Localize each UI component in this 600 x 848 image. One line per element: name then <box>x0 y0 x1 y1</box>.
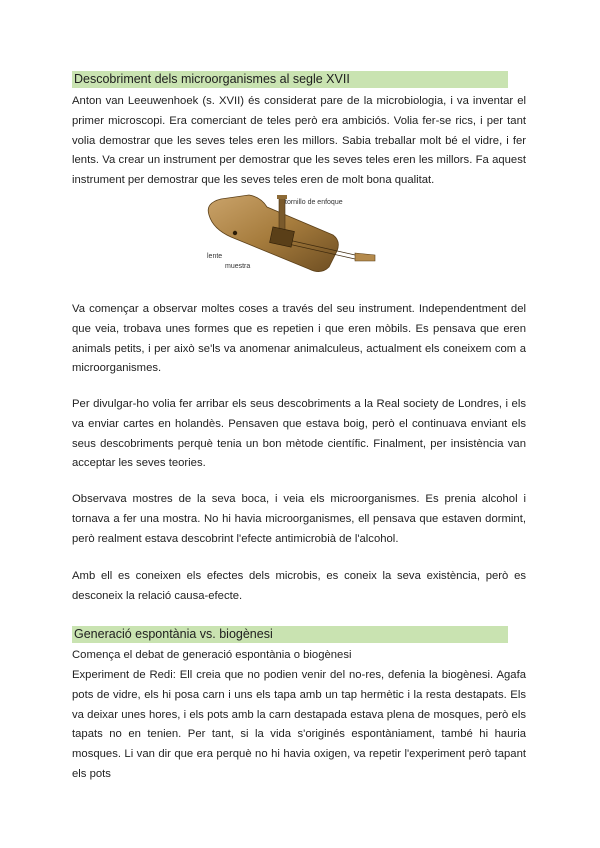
paragraph-debate-intro: Comença el debat de generació espontània o biogènesi <box>72 649 352 661</box>
paragraph-royal-society: Per divulgar-ho volia fer arribar els seus descobriments a la Real society de Londres, i els va enviar cartes en holandès. Pensaven que estava boig, però el continuava enviant els seus descobriments perquè tenia un bon mètode científic. Finalment, per insistència van acceptar les seves teories. <box>72 398 526 470</box>
section-heading-discovery: Descobriment dels microorganismes al segle XVII <box>72 71 508 88</box>
paragraph-leeuwenhoek: Anton van Leeuwenhoek (s. XVII) és considerat pare de la microbiologia, i va inventar el primer microscopi. Era comerciant de teles però era ambiciós. Volia fer-se rics, i per tant volia demostrar que les seves teles eren les millors. Sabia treballar molt bé el vidre, i fer lents. Va crear un instrument per demostrar que les seves teles eren les millors. Fa aquest instrument per demostrar que les seves teles eren de molt bona qualitat. <box>72 95 526 187</box>
paragraph-microbe-effects: Amb ell es coneixen els efectes dels microbis, es coneix la seva existència, però es desconeix la relació causa-efecte. <box>72 570 526 602</box>
label-focus-screw: tornillo de enfoque <box>285 199 343 206</box>
label-lens: lente <box>207 253 223 260</box>
paragraph-alcohol: Observava mostres de la seva boca, i veia els microorganismes. Es prenia alcohol i tornava a fer una mostra. No hi havia microorganismes, ell pensava que estaven dormint, però realment estava descobrint l'efecte antimicrobià de l'alcohol. <box>72 493 526 545</box>
section-heading-spontaneous-generation: Generació espontània vs. biogènesi <box>72 626 508 643</box>
label-sample: muestra <box>225 263 251 270</box>
paragraph-redi-experiment: Experiment de Redi: Ell creia que no podien venir del no-res, defenia la biogènesi. Agafa pots de vidre, els hi posa carn i uns els tapa amb un tap hermètic i la resta destapats. Els va deixar unes hores, i els pots amb la carn destapada estava plena de mosques, però els tapats no en tenien. Per tant, si la vida s'originés espontàniament, també hi hauria mosques. Li van dir que era perquè no hi havia oxigen, va repetir l'experiment però tapant els pots <box>72 669 526 780</box>
paragraph-observations: Va començar a observar moltes coses a través del seu instrument. Independentment del que veia, trobava unes formes que es repetien i que eren mòbils. Es pensava que eren animals petits, i per això se'ls va anomenar animalculeus, actualment els coneixem com a microorganismes. <box>72 303 526 375</box>
microscope-figure <box>205 193 380 277</box>
